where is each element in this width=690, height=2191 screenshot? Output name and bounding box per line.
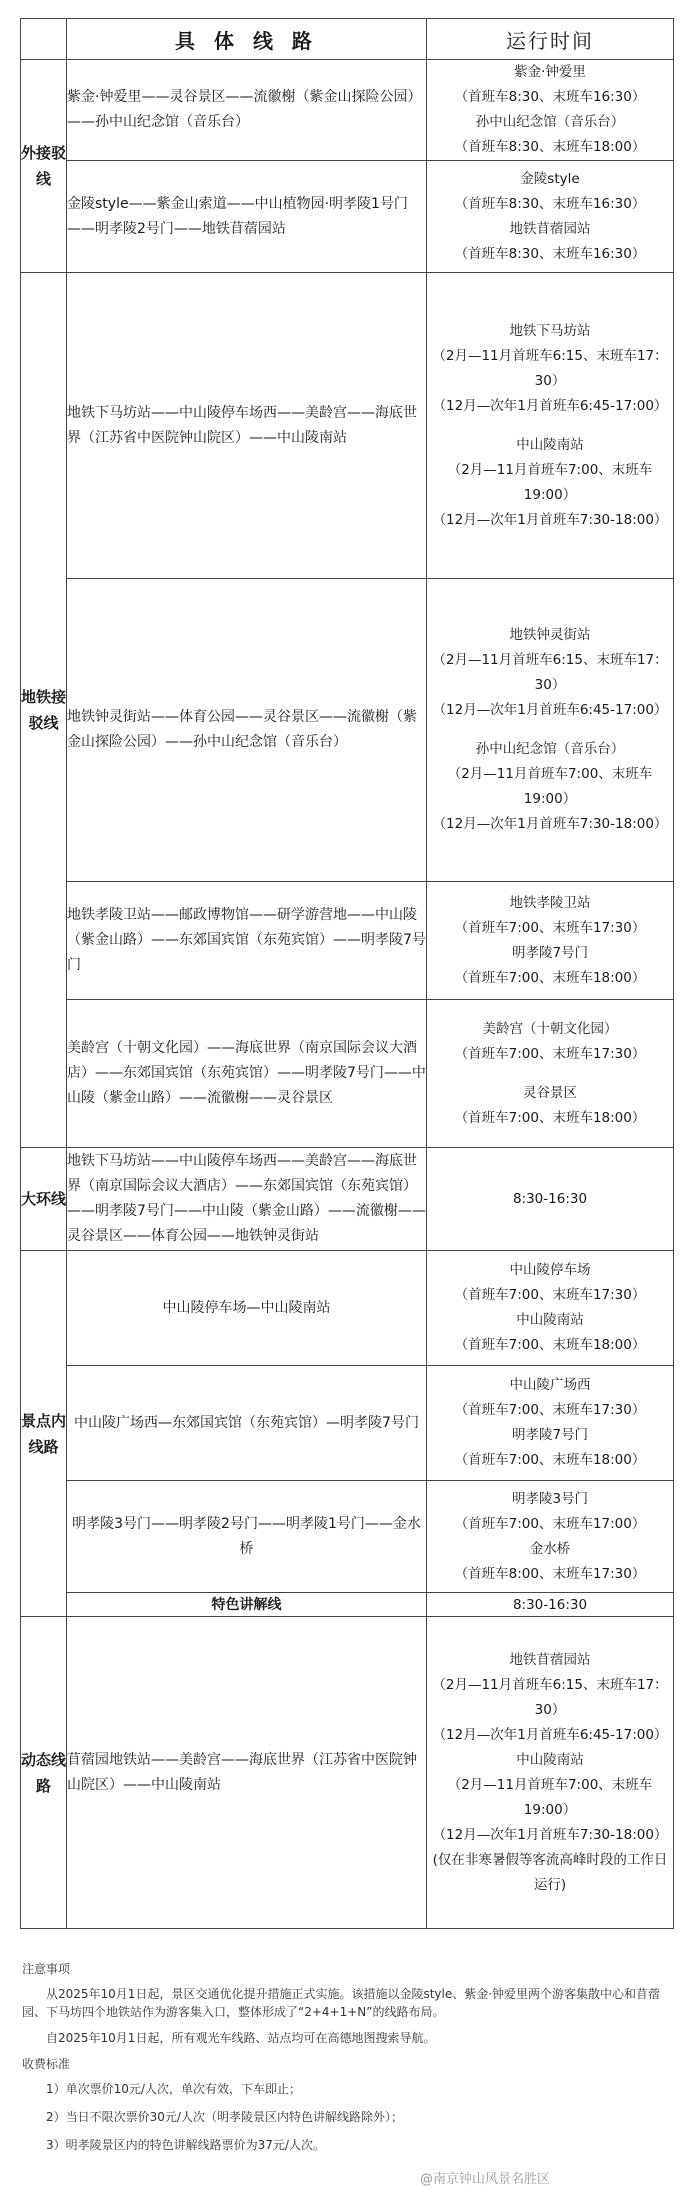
header-route: 具 体 线 路 [67,19,427,60]
time-line: （12月—次年1月首班车6:45-17:00） [432,397,668,414]
header-time: 运行时间 [427,19,674,60]
time-line: （首班车7:00、末班车18:00） [454,1109,646,1126]
table-row [21,882,674,1000]
time-line: （首班车8:30、末班车16:30） [454,245,646,262]
time-line: （2月—11月首班车7:00、末班车19:00） [447,1776,653,1818]
time-cell [427,1366,674,1481]
time-line: （12月—次年1月首班车7:30-18:00） [432,1826,668,1843]
time-line: （2月—11月首班车6:15、末班车17：30） [432,347,668,389]
fare-title: 收费标准 [22,2057,71,2071]
time-line: （首班车7:00、末班车18:00） [454,1452,646,1468]
header-blank [21,19,67,60]
time-cell [427,579,674,882]
time-gap [427,723,673,737]
time-line: （首班车7:00、末班车17:30） [454,1045,646,1062]
time-line: （首班车7:00、末班车18:00） [454,969,646,986]
route-cell: 地铁下马坊站——中山陵停车场西——美龄宫——海底世界（江苏省中医院钟山院区）——中山陵南站 [67,273,427,579]
route-cell: 苜蓿园地铁站——美龄宫——海底世界（江苏省中医院钟山院区）——中山陵南站 [67,1617,427,1929]
time-line: 明孝陵3号门 [511,1490,589,1507]
time-line: 金陵style [520,170,580,187]
fare-item: 1）单次票价10元/人次，单次有效，下车即止； [46,2082,301,2096]
route-cell: 金陵style——紫金山索道——中山植物园·明孝陵1号门——明孝陵2号门——地铁苜蓿园站 [67,161,427,273]
route-cell: 明孝陵3号门——明孝陵2号门——明孝陵1号门——金水桥 [67,1481,427,1593]
time-cell [427,1251,674,1366]
table-row [21,161,674,273]
time-line: （12月—次年1月首班车7:30-18:00） [432,816,668,832]
time-line: 地铁下马坊站 [509,322,591,339]
fare-item: 3）明孝陵景区内的特色讲解线路票价为37元/人次。 [46,2138,325,2152]
table-header-row [21,19,674,60]
time-line: （12月—次年1月首班车6:45-17:00） [432,702,668,718]
table-row [21,60,674,161]
category-cell: 地铁接驳线 [21,273,67,1148]
table-row [21,1481,674,1593]
time-gap [427,1067,673,1081]
time-line: （首班车8:30、末班车16:30） [454,89,646,105]
fare-item: 2）当日不限次票价30元/人次（明孝陵景区内特色讲解线路除外）； [46,2110,403,2124]
time-line: 中山陵南站 [516,1312,584,1328]
time-cell [427,60,674,161]
table-row [21,1617,674,1929]
time-line: （首班车7:00、末班车18:00） [454,1337,646,1353]
category-cell: 大环线 [21,1148,67,1251]
table-row [21,1148,674,1251]
time-line: (仅在非寒暑假等客流高峰时段的工作日运行) [432,1851,668,1893]
time-line: 明孝陵7号门 [511,1427,589,1443]
route-cell: 美龄宫（十朝文化园）——海底世界（南京国际会议大酒店）——东郊国宾馆（东苑宾馆）——明孝陵7号门——中山陵（紫金山路）——流徽榭——灵谷景区 [67,1000,427,1148]
time-cell [427,1000,674,1148]
time-line: 明孝陵7号门 [511,944,589,961]
time-line: （首班车8:30、末班车16:30） [454,195,646,212]
route-table [20,18,674,1929]
time-line: 地铁孝陵卫站 [509,894,591,911]
route-cell: 地铁钟灵街站——体育公园——灵谷景区——流徽榭（紫金山探险公园）——孙中山纪念馆（音乐台） [67,579,427,882]
route-cell: 中山陵广场西—东郊国宾馆（东苑宾馆）—明孝陵7号门 [67,1366,427,1481]
route-cell: 中山陵停车场—中山陵南站 [67,1251,427,1366]
route-cell: 地铁孝陵卫站——邮政博物馆——研学游营地——中山陵（紫金山路）——东郊国宾馆（东苑宾馆）——明孝陵7号门 [67,882,427,1000]
time-line: 8:30-16:30 [512,1190,588,1207]
time-line: 中山陵南站 [516,436,584,453]
table-row [21,273,674,579]
time-cell [427,273,674,579]
table-row [21,1251,674,1366]
time-cell [427,1617,674,1929]
time-line: 中山陵停车场 [509,1262,591,1278]
time-line: （2月—11月首班车7:00、末班车19:00） [447,461,653,503]
table-row [21,579,674,882]
watermark: @南京钟山风景名胜区 [419,2172,550,2187]
time-line: 地铁钟灵街站 [509,627,591,643]
route-cell: 紫金·钟爱里——灵谷景区——流徽榭（紫金山探险公园）——孙中山纪念馆（音乐台） [67,60,427,161]
time-line: （2月—11月首班车7:00、末班车19:00） [447,766,653,807]
table-row [21,1593,674,1617]
time-line: 中山陵广场西 [509,1377,591,1393]
table-row [21,1366,674,1481]
time-line: （首班车8:00、末班车17:30） [454,1565,646,1582]
time-gap [427,419,673,433]
time-line: 金水桥 [529,1540,571,1557]
notes-title: 注意事项 [22,1962,71,1976]
time-line: （首班车7:00、末班车17:30） [454,919,646,936]
time-line: 灵谷景区 [523,1084,577,1101]
time-line: （首班车8:30、末班车18:00） [454,139,646,155]
special-line-label: 特色讲解线 [67,1593,427,1617]
time-line: （首班车7:00、末班车17:30） [454,1402,646,1418]
time-cell [427,882,674,1000]
category-cell: 外接驳线 [21,60,67,273]
time-line: 孙中山纪念馆（音乐台） [475,114,625,130]
time-line: 地铁苜蓿园站 [509,1651,591,1668]
time-line: （2月—11月首班车6:15、末班车17：30） [432,652,668,693]
time-line: （首班车7:00、末班车17:30） [454,1287,646,1303]
time-line: 地铁苜蓿园站 [509,220,591,237]
time-line: （首班车7:00、末班车17:00） [454,1515,646,1532]
time-line: 美龄宫（十朝文化园） [482,1020,618,1037]
time-cell [427,161,674,273]
time-line: （12月—次年1月首班车6:45-17:00） [432,1726,668,1743]
time-line: （12月—次年1月首班车7:30-18:00） [432,511,668,528]
time-cell [427,1481,674,1593]
category-cell: 动态线路 [21,1617,67,1929]
time-line: （2月—11月首班车6:15、末班车17：30） [432,1676,668,1718]
notes-paragraph: 自2025年10月1日起，所有观光车线路、站点均可在高德地图搜索导航。 [46,2031,436,2045]
route-cell: 地铁下马坊站——中山陵停车场西——美龄宫——海底世界（南京国际会议大酒店）——东郊国宾馆（东苑宾馆）——明孝陵7号门——中山陵（紫金山路）——流徽榭——灵谷景区——体育公园——地铁钟灵街站 [67,1148,427,1251]
time-line: 孙中山纪念馆（音乐台） [475,741,625,757]
time-line: 紫金·钟爱里 [514,64,586,80]
time-cell [427,1148,674,1251]
notes-paragraph: 从2025年10月1日起，景区交通优化提升措施正式实施。该措施以金陵style、紫金·钟爱里两个游客集散中心和苜蓿园、下马坊四个地铁站作为游客集入口，整体形成了“2+4+1+N”的线路布局。 [22,1987,661,2019]
time-line: 中山陵南站 [516,1751,584,1768]
category-cell: 景点内线路 [21,1251,67,1617]
table-row [21,1000,674,1148]
notes-section [22,1960,672,2164]
special-line-time: 8:30-16:30 [427,1593,674,1617]
